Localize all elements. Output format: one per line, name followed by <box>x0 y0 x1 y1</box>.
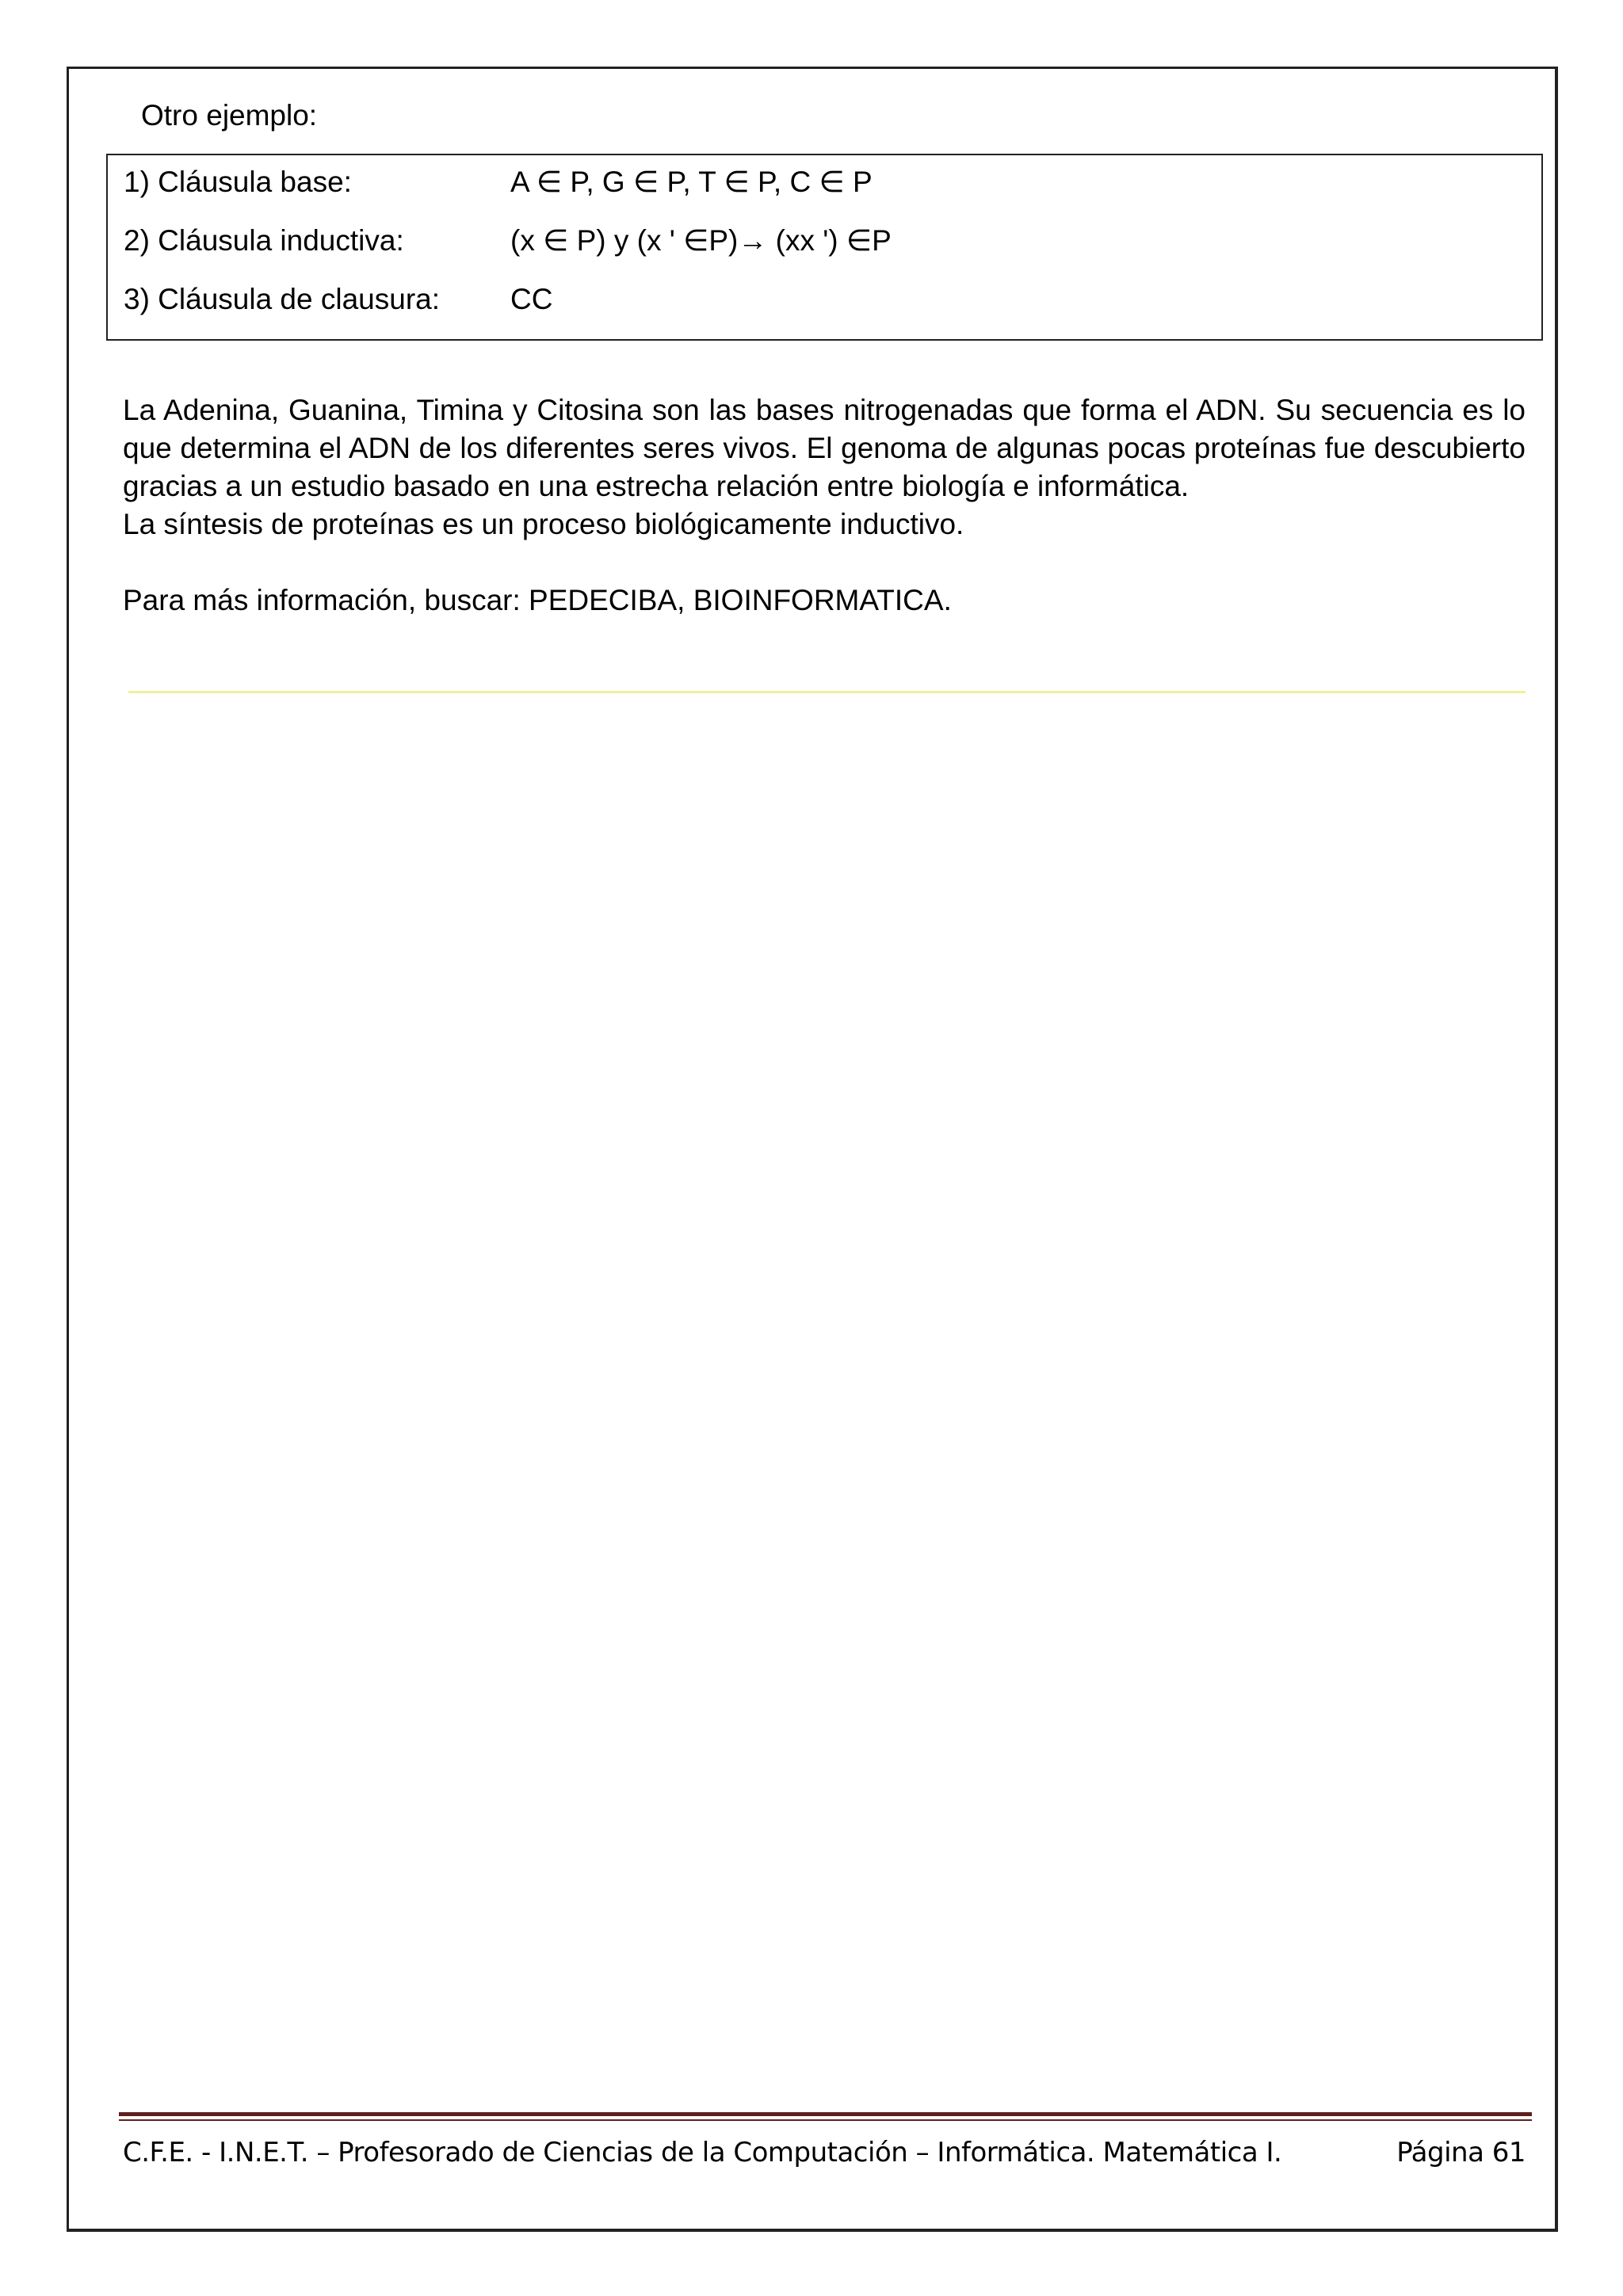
clause-value: CC <box>510 283 553 315</box>
footer-rule-thin <box>119 2119 1532 2121</box>
clause-box <box>106 154 1543 341</box>
clause-value: A ∈ P, G ∈ P, T ∈ P, C ∈ P <box>510 166 873 198</box>
clause-value: (x ∈ P) y (x ' ∈P)→ (xx ') ∈P <box>510 224 892 257</box>
clause-label: 2) Cláusula inductiva: <box>124 224 404 257</box>
paragraph-dna: La Adenina, Guanina, Timina y Citosina son las bases nitrogenadas que forma el ADN. Su secuencia es lo que determina el ADN de los diferentes seres vivos. El genoma de algunas pocas proteínas fue descubierto gracias a un estudio basado en una estrecha relación entre biología e informática. <box>123 394 1526 502</box>
paragraph-more-info: Para más información, buscar: PEDECIBA, BIOINFORMATICA. <box>123 584 952 616</box>
clause-label: 3) Cláusula de clausura: <box>124 283 440 315</box>
section-separator <box>128 691 1526 693</box>
intro-heading: Otro ejemplo: <box>141 99 318 132</box>
footer-rule <box>119 2112 1532 2116</box>
paragraph-synthesis: La síntesis de proteínas es un proceso biológicamente inductivo. <box>123 508 964 540</box>
page-number: Página 61 <box>1396 2137 1526 2168</box>
footer-institution: C.F.E. - I.N.E.T. – Profesorado de Ciencias de la Computación – Informática. Matemática I. <box>123 2137 1282 2168</box>
clause-label: 1) Cláusula base: <box>124 166 352 198</box>
paragraph-spacer <box>123 543 1526 582</box>
body-text <box>123 391 1526 620</box>
